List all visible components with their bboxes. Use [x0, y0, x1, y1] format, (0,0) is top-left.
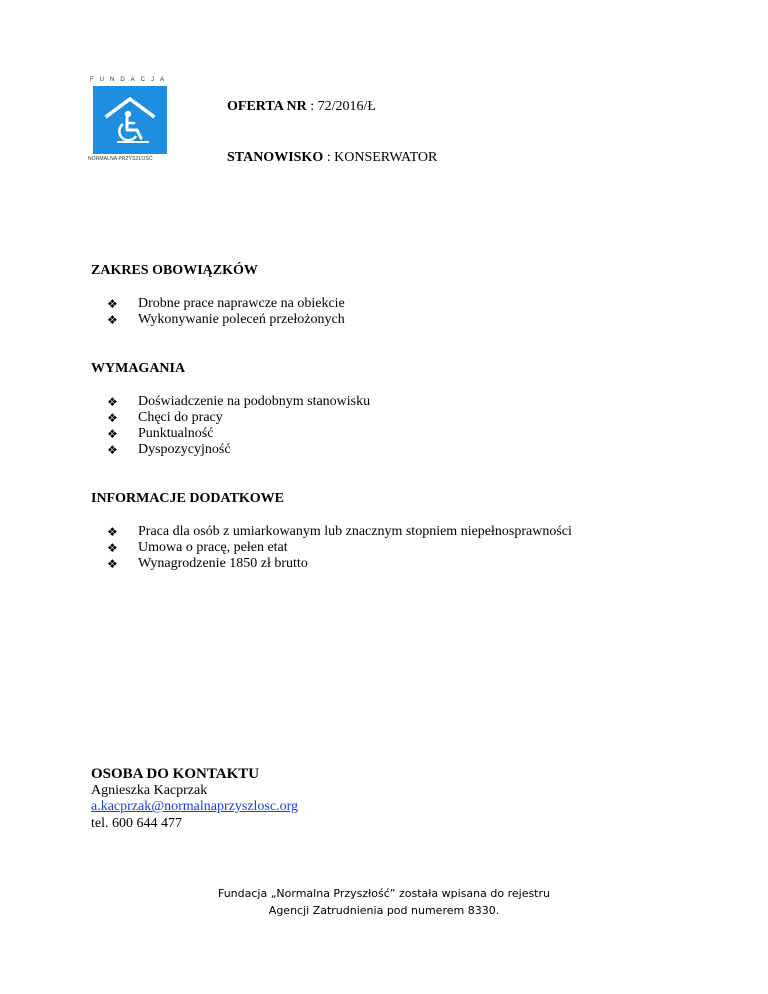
additional-info-heading: INFORMACJE DODATKOWE [91, 491, 285, 506]
list-item-text: Doświadczenie na podobnym stanowisku [138, 394, 371, 409]
list-item [105, 296, 345, 312]
list-item-text: Dyspozycyjność [138, 442, 231, 457]
list-item [105, 442, 370, 458]
offer-label: OFERTA NR [227, 99, 307, 114]
logo-bottom-text: NORMALNA PRZYSZŁOŚĆ [88, 156, 153, 162]
diamond-bullet-icon: ❖ [107, 395, 118, 409]
list-item-text: Punktualność [138, 426, 214, 441]
offer-number [227, 99, 376, 115]
list-item [105, 426, 370, 442]
list-item [105, 540, 572, 556]
contact-email-link[interactable]: a.kacprzak@normalnaprzyszlosc.org [91, 799, 298, 814]
list-item-text: Wykonywanie poleceń przełożonych [138, 312, 345, 327]
foundation-logo [88, 76, 172, 164]
list-item-text: Praca dla osób z umiarkowanym lub znacznym stopniem niepełnosprawności [138, 524, 572, 539]
requirements-heading: WYMAGANIA [91, 361, 186, 376]
offer-separator: : [306, 99, 318, 114]
list-item [105, 312, 345, 328]
position-label: STANOWISKO [227, 150, 324, 165]
list-item-text: Wynagrodzenie 1850 zł brutto [138, 556, 308, 571]
footer-line-1: Fundacja „Normalna Przyszłość” została wpisana do rejestru [217, 887, 550, 900]
list-item-text: Drobne prace naprawcze na obiekcie [138, 296, 345, 311]
position-separator: : [323, 150, 335, 165]
list-item-text: Umowa o pracę, pełen etat [138, 540, 288, 555]
diamond-bullet-icon: ❖ [107, 557, 118, 571]
contact-name: Agnieszka Kacprzak [91, 782, 208, 798]
diamond-bullet-icon: ❖ [107, 525, 118, 539]
list-item [105, 410, 370, 426]
list-item [105, 556, 572, 572]
contact-block [91, 766, 298, 832]
footer-note [0, 885, 768, 919]
contact-phone: tel. 600 644 477 [91, 815, 182, 831]
contact-heading: OSOBA DO KONTAKTU [91, 766, 260, 782]
list-item-text: Chęci do pracy [138, 410, 223, 425]
diamond-bullet-icon: ❖ [107, 443, 118, 457]
position-value: KONSERWATOR [334, 150, 438, 165]
diamond-bullet-icon: ❖ [107, 297, 118, 311]
diamond-bullet-icon: ❖ [107, 411, 118, 425]
offer-value: 72/2016/Ł [317, 99, 376, 114]
diamond-bullet-icon: ❖ [107, 541, 118, 555]
additional-info-list [105, 524, 572, 572]
diamond-bullet-icon: ❖ [107, 427, 118, 441]
wheelchair-house-icon [93, 86, 167, 154]
footer-line-2: Agencji Zatrudnienia pod numerem 8330. [268, 904, 500, 917]
duties-list [105, 296, 345, 328]
list-item [105, 524, 572, 540]
diamond-bullet-icon: ❖ [107, 313, 118, 327]
logo-top-text: FUNDACJA [89, 77, 170, 83]
duties-heading: ZAKRES OBOWIĄZKÓW [91, 263, 258, 278]
list-item [105, 394, 370, 410]
position-line [227, 150, 437, 166]
requirements-list [105, 394, 370, 458]
